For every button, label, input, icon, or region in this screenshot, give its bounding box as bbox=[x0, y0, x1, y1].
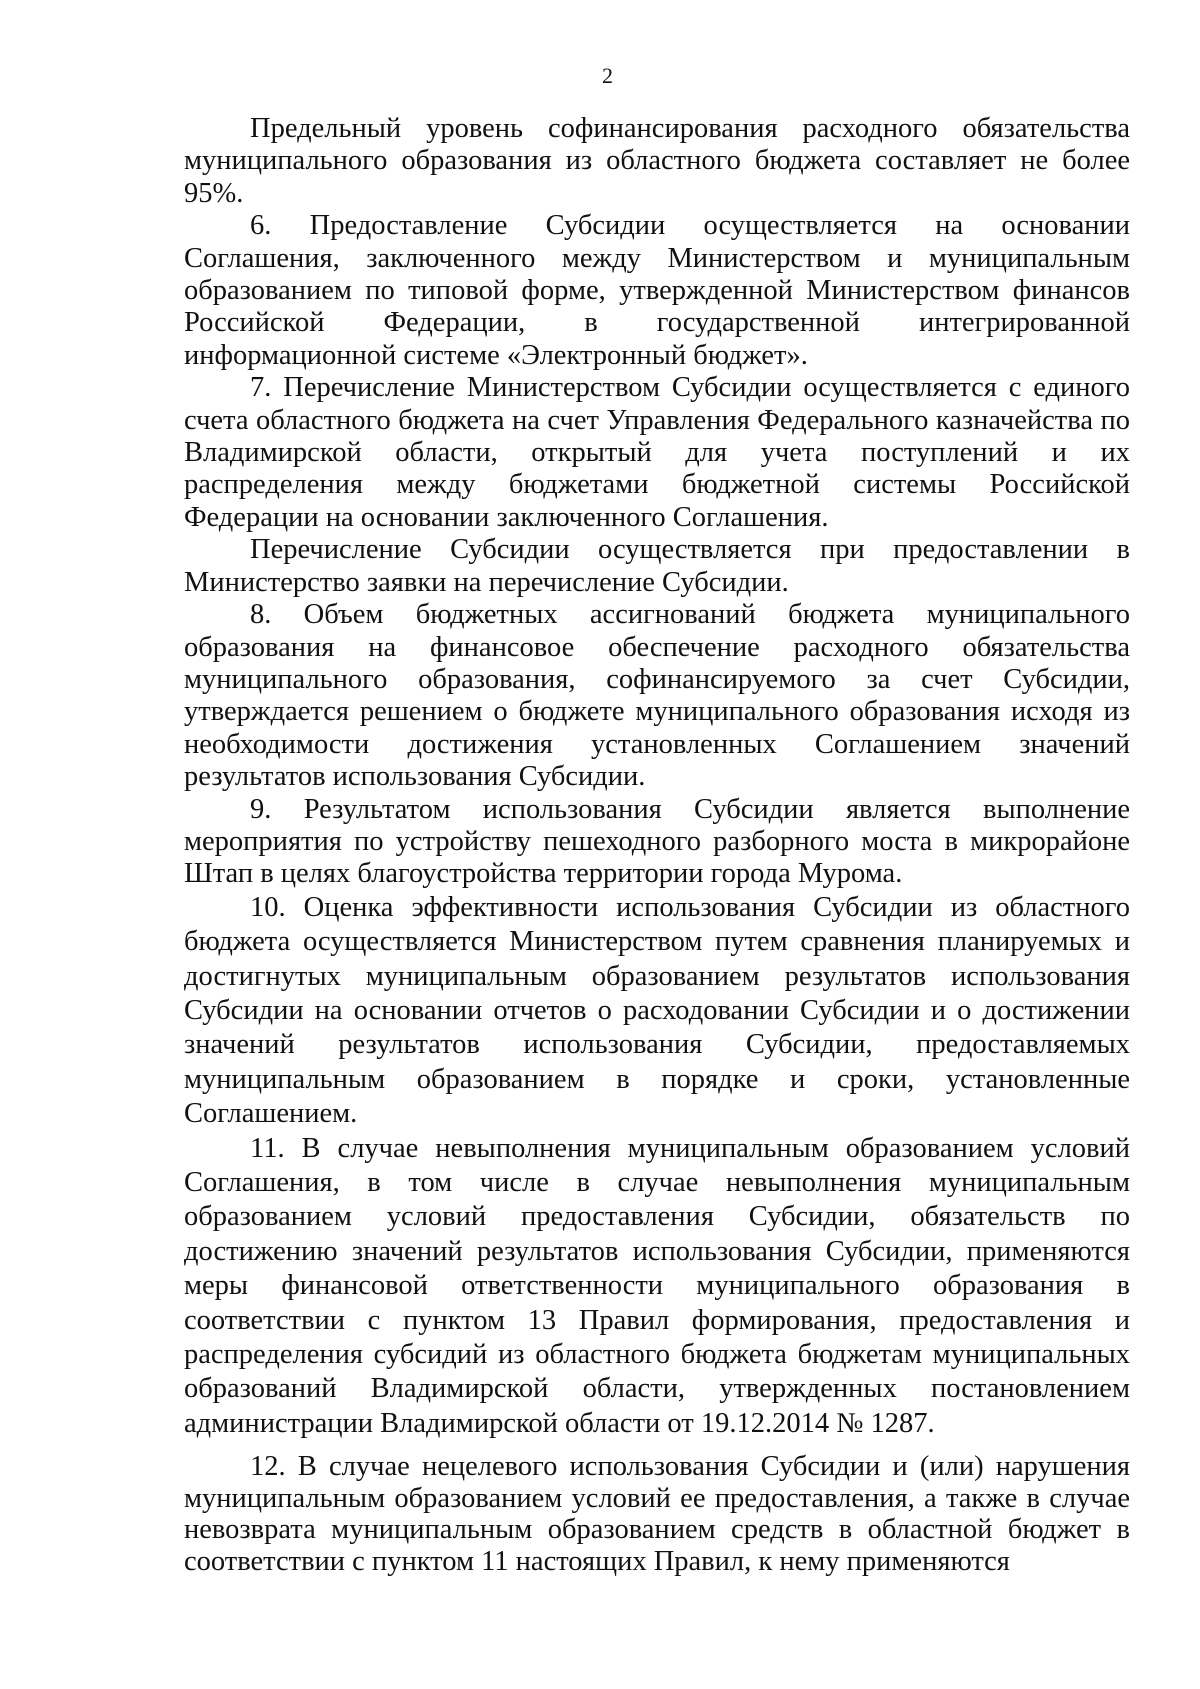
page-number: 2 bbox=[602, 63, 613, 88]
paragraph-7-transfer: Перечисление Субсидии осуществляется при предоставлении в Министерство заявки на перечисление Субсидии. bbox=[184, 534, 1130, 598]
paragraph-7: 7. Перечисление Министерством Субсидии осуществляется с единого счета областного бюджета на счет Управления Федерального казначейства по Владимирской области, открытый для учета поступлений и их распределения между бюджетами бюджетной системы Российской Федерации на основании заключенного Соглашения. bbox=[184, 372, 1130, 533]
paragraph-12: 12. В случае нецелевого использования Субсидии и (или) нарушения муниципальным образованием условий ее предоставления, а также в случае невозврата муниципальным образованием средств в областной бюджет в соответствии с пунктом 11 настоящих Правил, к нему применяются bbox=[184, 1451, 1130, 1577]
paragraph-11: 11. В случае невыполнения муниципальным образованием условий Соглашения, в том числе в случае невыполнения муниципальным образованием условий предоставления Субсидии, обязательств по достижению значений результатов использования Субсидии, применяются меры финансовой ответственности муниципального образования в соответствии с пунктом 13 Правил формирования, предоставления и распределения субсидий из областного бюджета бюджетам муниципальных образований Владимирской области, утвержденных постановлением администрации Владимирской области от 19.12.2014 № 1287. bbox=[184, 1132, 1130, 1439]
paragraph-9: 9. Результатом использования Субсидии является выполнение мероприятия по устройству пешеходного разборного моста в микрорайоне Штап в целях благоустройства территории города Мурома. bbox=[184, 793, 1130, 890]
document-body bbox=[184, 113, 1130, 1577]
paragraph-8: 8. Объем бюджетных ассигнований бюджета муниципального образования на финансовое обеспечение расходного обязательства муниципального образования, софинансируемого за счет Субсидии, утверждается решением о бюджете муниципального образования исходя из необходимости достижения установленных Соглашением значений результатов использования Субсидии. bbox=[184, 599, 1130, 793]
paragraph-6: 6. Предоставление Субсидии осуществляется на основании Соглашения, заключенного между Министерством и муниципальным образованием по типовой форме, утвержденной Министерством финансов Российской Федерации, в государственной интегрированной информационной системе «Электронный бюджет». bbox=[184, 210, 1130, 371]
paragraph-cofinancing-level: Предельный уровень софинансирования расходного обязательства муниципального образования из областного бюджета составляет не более 95%. bbox=[184, 113, 1130, 209]
paragraph-10: 10. Оценка эффективности использования Субсидии из областного бюджета осуществляется Министерством путем сравнения планируемых и достигнутых муниципальным образованием результатов использования Субсидии на основании отчетов о расходовании Субсидии и о достижении значений результатов использования Субсидии, предоставляемых муниципальным образованием в порядке и сроки, установленные Соглашением. bbox=[184, 891, 1130, 1130]
